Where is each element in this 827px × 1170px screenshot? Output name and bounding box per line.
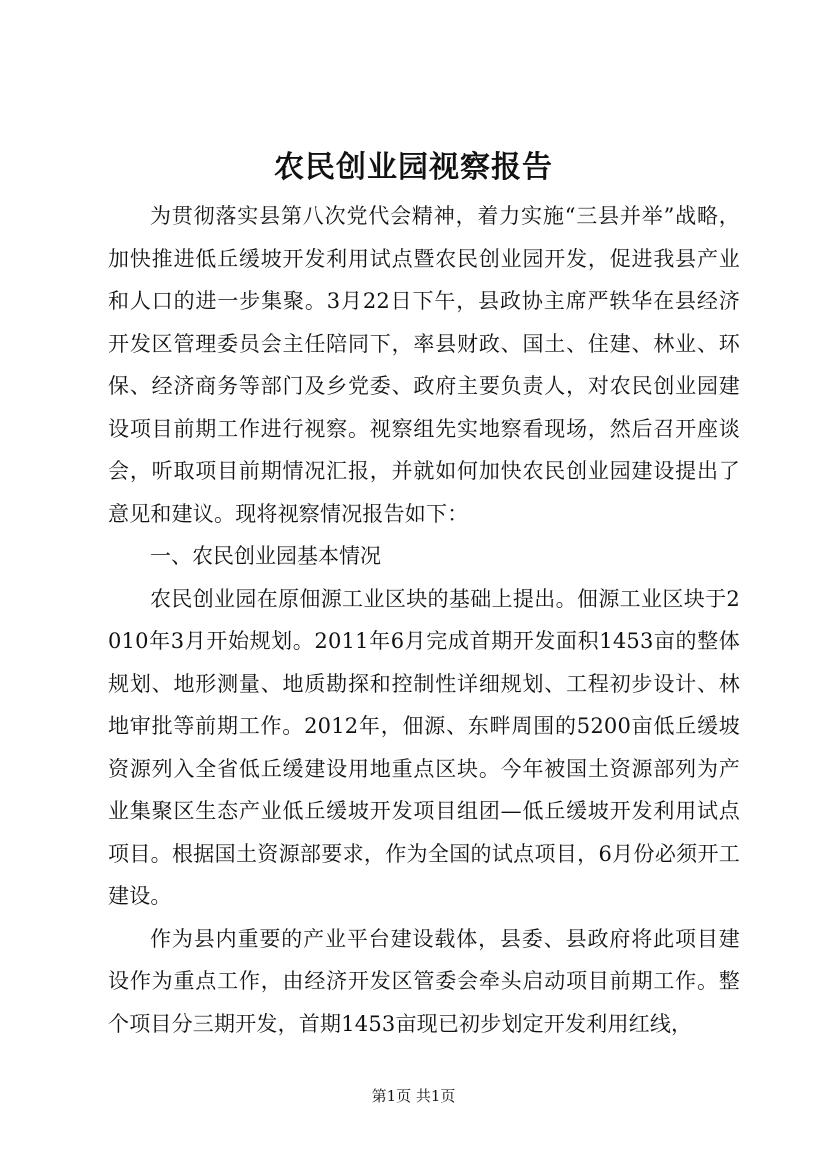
- document-body: [108, 195, 740, 1045]
- paragraph-basic-info: 农民创业园在原佃源工业区块的基础上提出。佃源工业区块于2010年3月开始规划。2011年6月完成首期开发面积1453亩的整体规划、地形测量、地质勘探和控制性详细规划、工程初步设计、林地审批等前期工作。2012年，佃源、东畔周围的5200亩低丘缓坡资源列入全省低丘缓建设用地重点区块。今年被国土资源部列为产业集聚区生态产业低丘缓坡开发项目组团—低丘缓坡开发利用试点项目。根据国土资源部要求，作为全国的试点项目，6月份必须开工建设。: [108, 586, 740, 908]
- section-heading-1: 一、农民创业园基本情况: [150, 544, 381, 568]
- paragraph-project-platform: 作为县内重要的产业平台建设载体，县委、县政府将此项目建设作为重点工作，由经济开发区管委会牵头启动项目前期工作。整个项目分三期开发，首期1453亩现已初步划定开发利用红线，: [108, 926, 740, 1036]
- document-title: 农民创业园视察报告: [274, 150, 553, 185]
- paragraph-intro: 为贯彻落实县第八次党代会精神，着力实施“三县并举”战略，加快推进低丘缓坡开发利用试点暨农民创业园开发，促进我县产业和人口的进一步集聚。3月22日下午，县政协主席严轶华在县经济开发区管理委员会主任陪同下，率县财政、国土、住建、林业、环保、经济商务等部门及乡党委、政府主要负责人，对农民创业园建设项目前期工作进行视察。视察组先实地察看现场，然后召开座谈会，听取项目前期情况汇报，并就如何加快农民创业园建设提出了意见和建议。现将视察情况报告如下：: [108, 204, 740, 526]
- page-footer: 第1页 共1页: [371, 1087, 456, 1105]
